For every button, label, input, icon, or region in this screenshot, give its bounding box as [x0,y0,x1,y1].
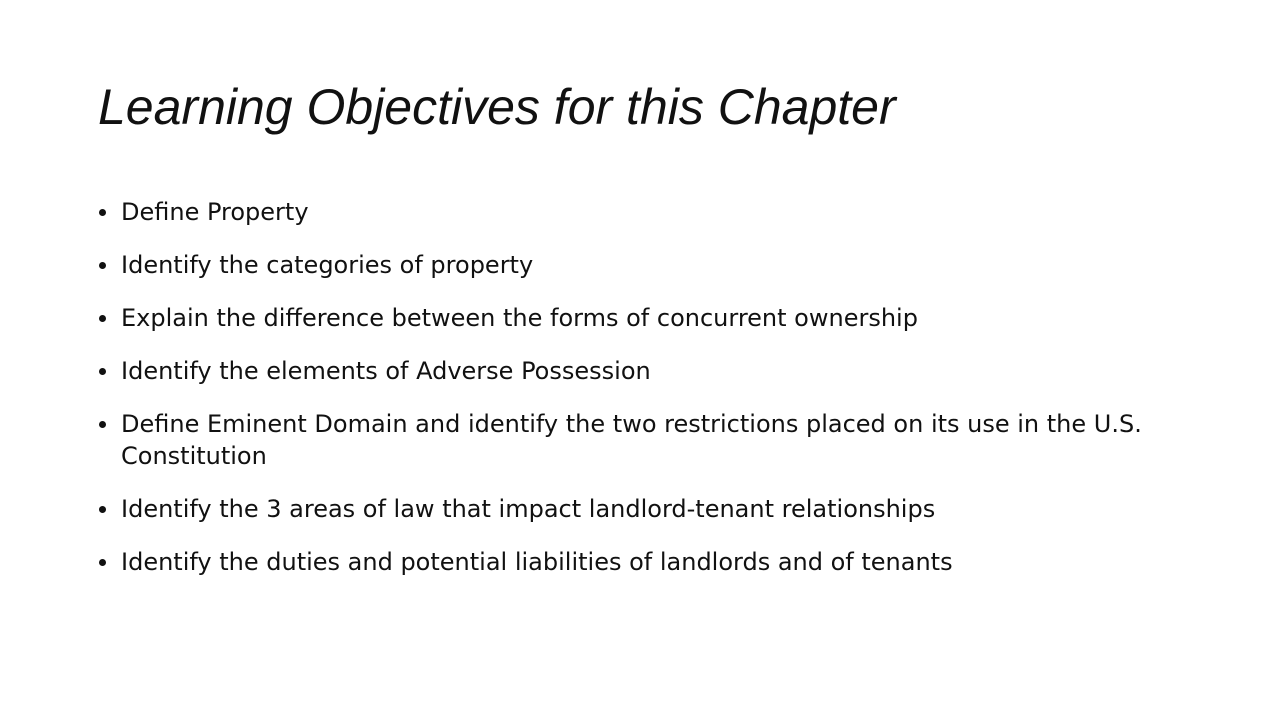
list-item-text: Identify the categories of property [121,251,534,279]
bullet-icon [99,421,106,428]
list-item [98,196,1198,228]
list-item [98,493,1198,525]
slide-title: Learning Objectives for this Chapter [98,79,896,135]
bullet-icon [99,506,106,513]
bullet-icon [99,262,106,269]
list-item [98,546,1198,578]
bullet-icon [99,559,106,566]
list-item-text: Identify the elements of Adverse Possession [121,357,651,385]
list-item [98,355,1198,387]
list-item-text: Identify the 3 areas of law that impact landlord-tenant relationships [121,495,936,523]
list-item [98,408,1198,472]
objectives-list [98,196,1198,599]
list-item [98,249,1198,281]
list-item-text: Define Eminent Domain and identify the two restrictions placed on its use in the U.S. Constitution [121,410,1142,470]
list-item-text: Explain the difference between the forms of concurrent ownership [121,304,918,332]
bullet-icon [99,368,106,375]
list-item-text: Identify the duties and potential liabilities of landlords and of tenants [121,548,953,576]
list-item [98,302,1198,334]
bullet-icon [99,209,106,216]
list-item-text: Define Property [121,198,309,226]
bullet-icon [99,315,106,322]
